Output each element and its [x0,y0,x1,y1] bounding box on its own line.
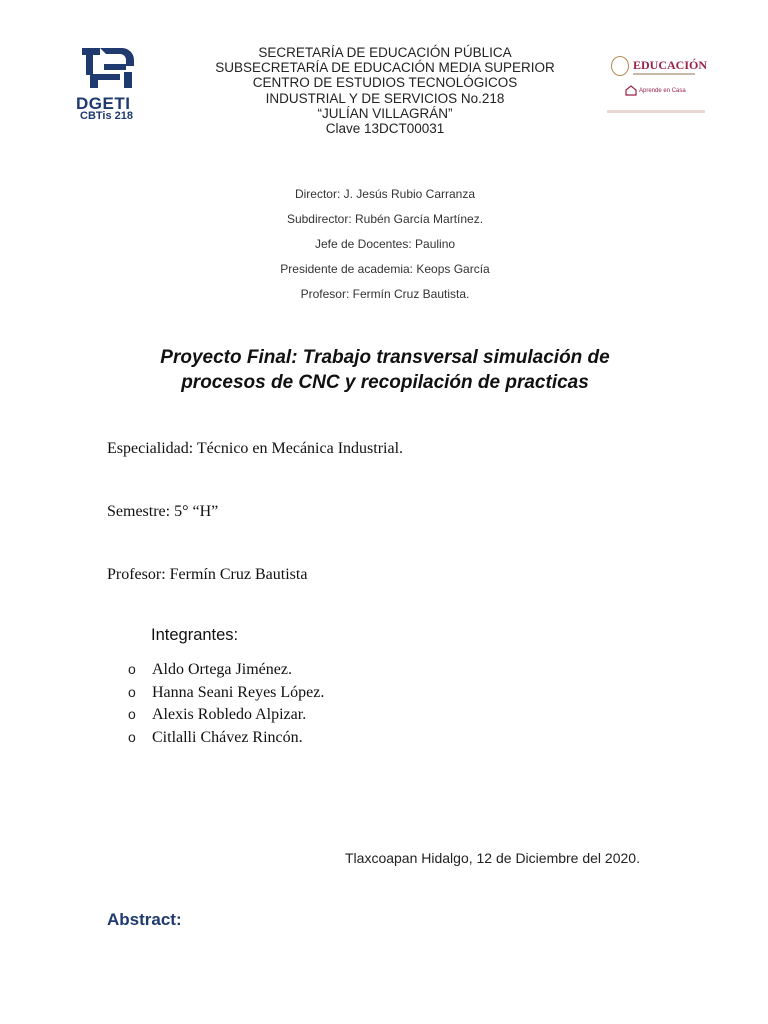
abstract-heading: Abstract: [107,910,182,929]
educacion-logo [605,52,707,114]
header-line: SECRETARÍA DE EDUCACIÓN PÚBLICA [258,45,512,60]
header-line: CENTRO DE ESTUDIOS TECNOLÓGICOS [252,75,518,91]
members-list [128,658,324,748]
place-date-text: Tlaxcoapan Hidalgo, 12 de Diciembre del 2020. [345,850,640,866]
logo-bar [607,110,705,113]
staff-presidente-academia: Presidente de academia: Keops García [280,262,490,276]
project-title [100,345,670,395]
bullet-icon: o [128,661,136,677]
staff-jefe-docentes: Jefe de Docentes: Paulino [314,237,456,251]
header-line: SUBSECRETARÍA DE EDUCACIÓN MEDIA SUPERIOR [215,60,555,76]
staff-director: Director: J. Jesús Rubio Carranza [294,187,476,201]
list-item [128,658,324,681]
bullet-icon: o [128,728,136,745]
staff-subdirector: Subdirector: Rubén García Martínez. [286,212,484,226]
educacion-logo-text: EDUCACIÓN [633,58,708,72]
bullet-icon: o [128,683,136,700]
dgeti-logo [72,44,144,124]
aprende-en-casa-text: Aprende en Casa [639,88,686,94]
header-line: “JULÍAN VILLAGRÁN” [317,105,453,121]
house-icon [625,85,637,96]
staff-profesor: Profesor: Fermín Cruz Bautista. [300,287,470,301]
dgeti-logo-text: DGETI [76,94,131,113]
project-title-line-1: Proyecto Final: Trabajo transversal simulación de [160,347,610,368]
header-line: Clave 13DCT00031 [325,121,445,137]
bullet-icon: o [128,706,136,722]
professor-text: Profesor: Fermín Cruz Bautista [107,566,308,583]
member-name: Hanna Seani Reyes López. [152,683,325,701]
seal-icon [611,56,629,76]
staff-list [190,185,580,310]
semester-text: Semestre: 5° “H” [107,503,219,520]
project-title-line-2: procesos de CNC y recopilación de practicas [181,372,589,393]
specialty-text: Especialidad: Técnico en Mecánica Industrial. [107,440,404,457]
institution-header [180,45,590,136]
members-heading: Integrantes: [151,626,239,644]
list-item [128,681,324,704]
member-name: Aldo Ortega Jiménez. [152,661,292,678]
member-name: Citlalli Chávez Rincón. [152,728,303,746]
list-item [128,726,324,749]
dgeti-logo-subtext: CBTis 218 [80,110,133,122]
dgeti-emblem-icon [76,44,140,92]
member-name: Alexis Robledo Alpizar. [152,706,307,723]
list-item [128,703,324,726]
header-line: INDUSTRIAL Y DE SERVICIOS No.218 [265,90,505,106]
logo-divider [633,73,695,75]
